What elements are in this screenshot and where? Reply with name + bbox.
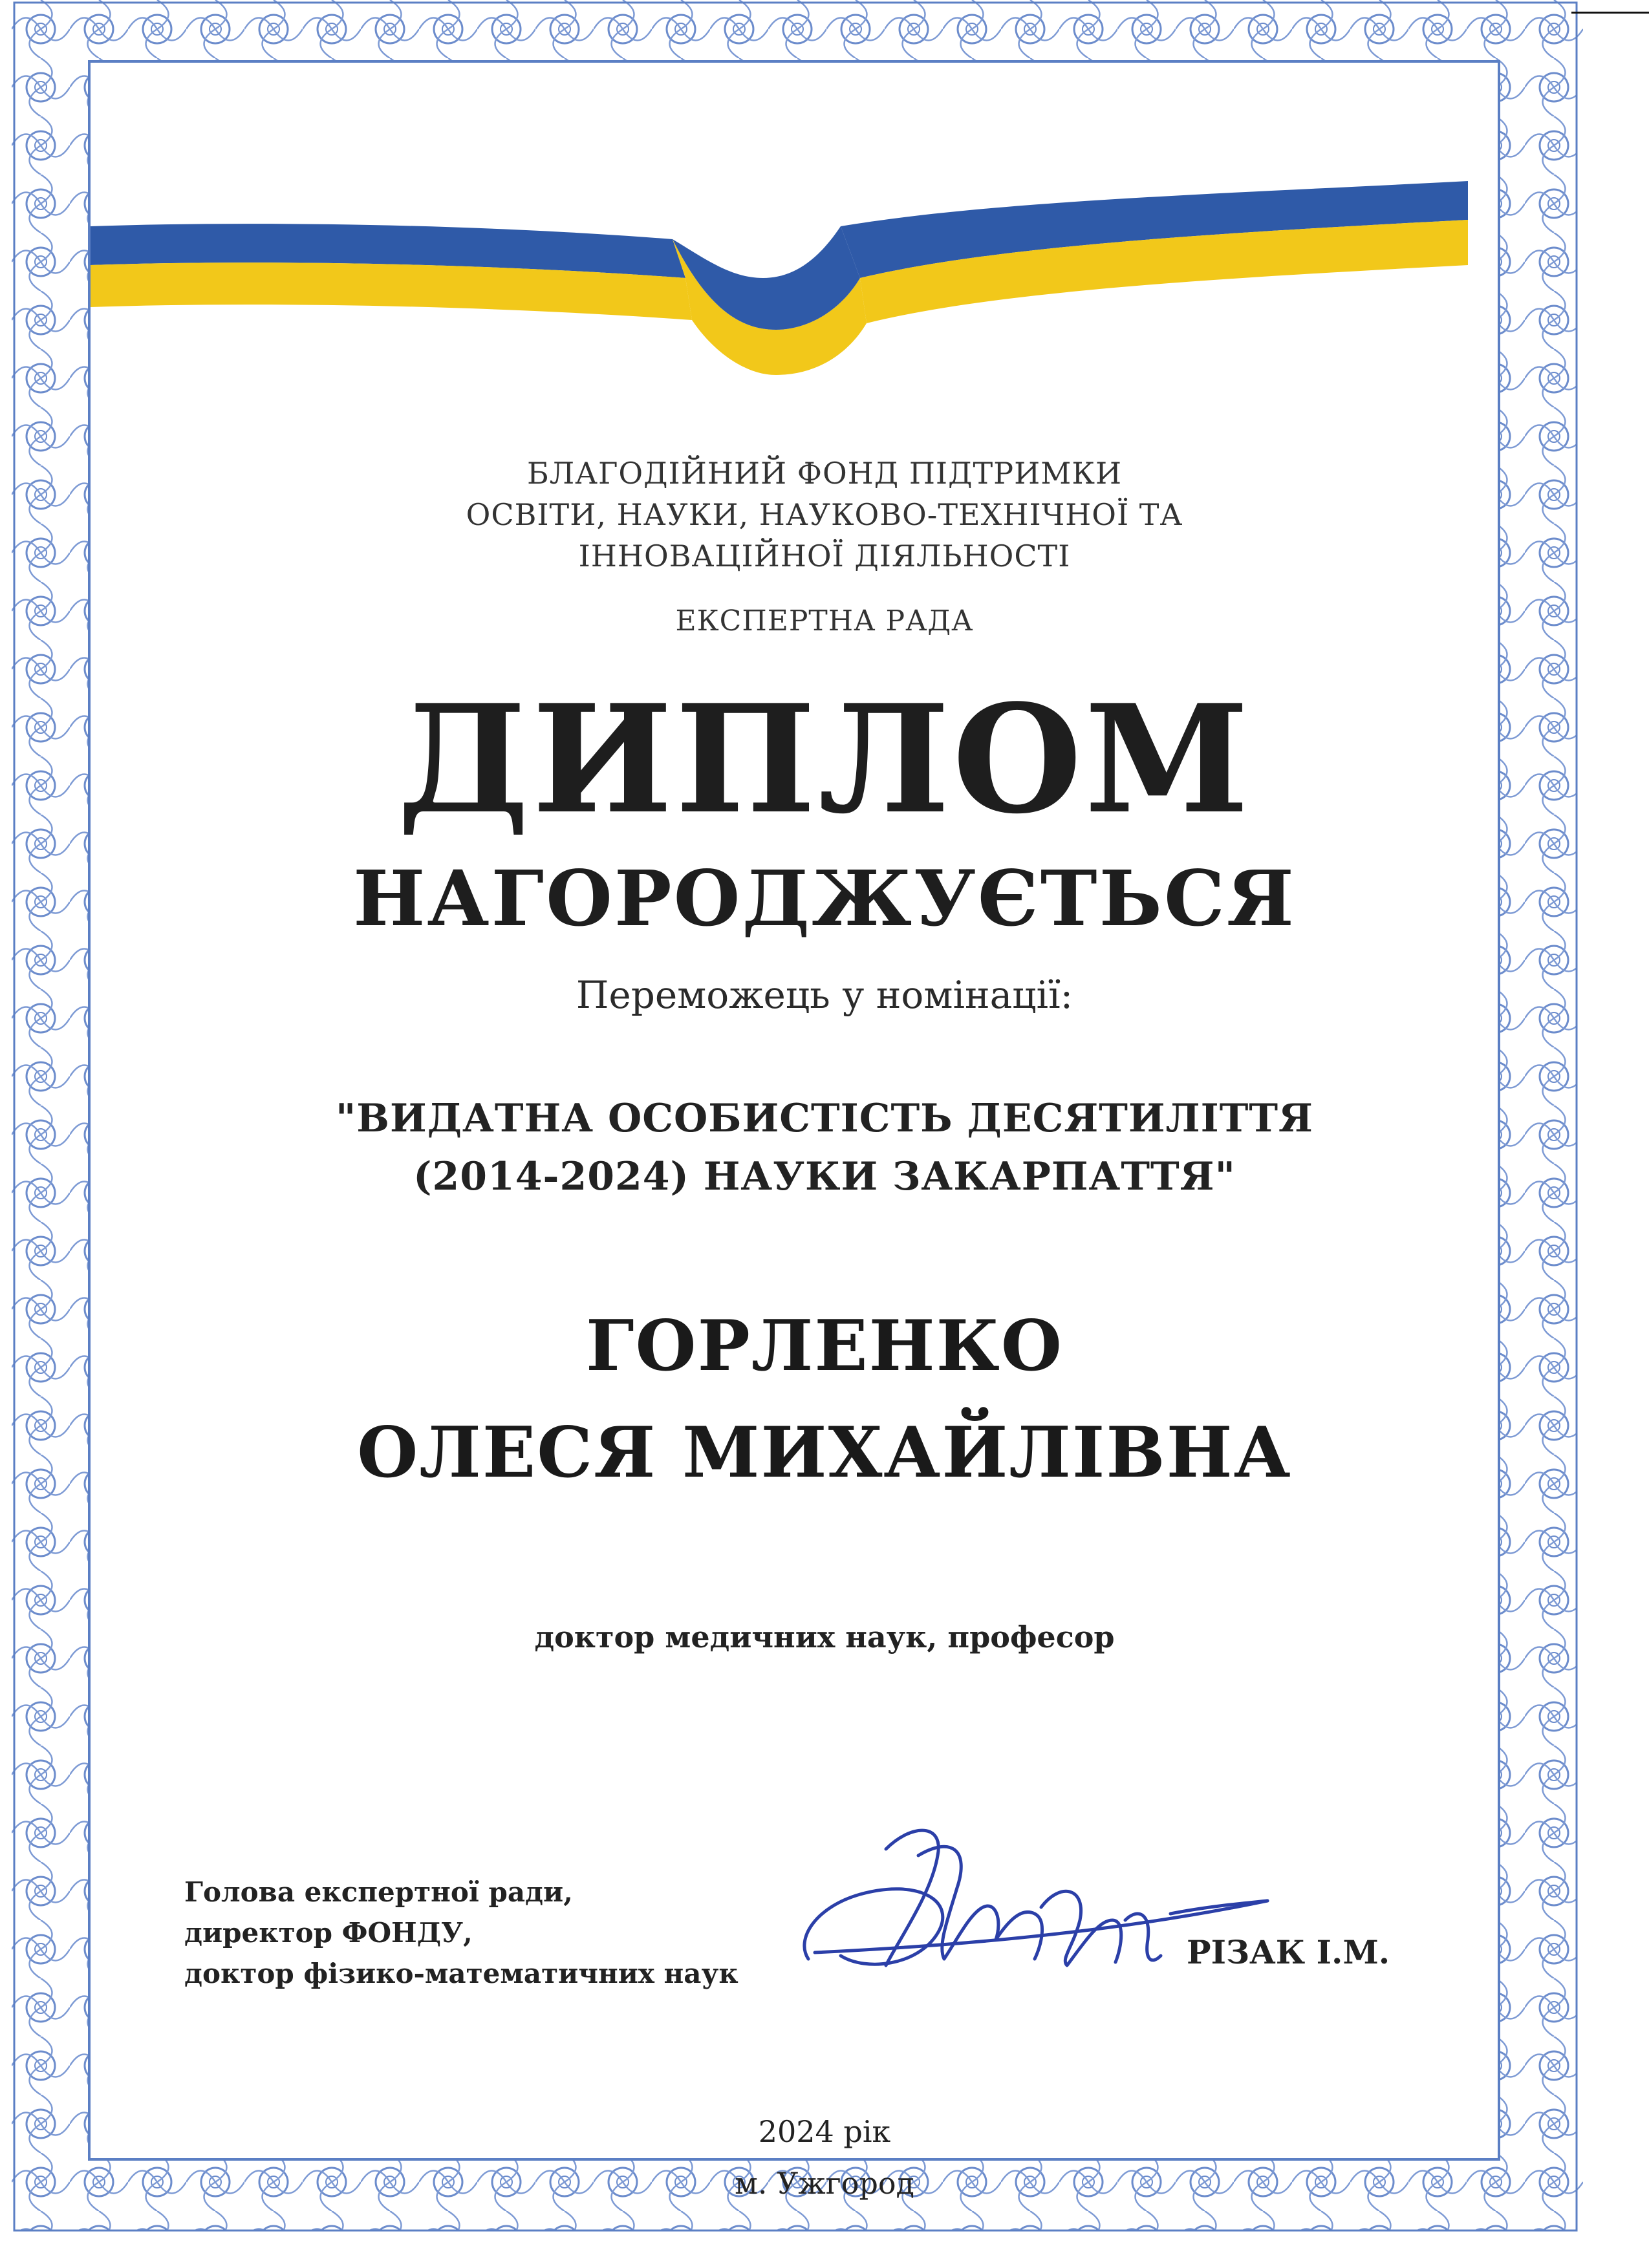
handwritten-signature [789,1810,1280,2004]
signatory-line: Голова експертної ради, [184,1876,573,1908]
recipient-degree: доктор медичних наук, професор [534,1620,1115,1654]
issue-city: м. Ужгород [735,2166,914,2201]
winner-label: Переможець у номінації: [576,973,1073,1017]
foundation-line: ОСВІТИ, НАУКИ, НАУКОВО-ТЕХНІЧНОЇ ТА [466,497,1183,532]
signatory-line: доктор фізико-математичних наук [184,1958,738,1989]
signer-name: РІЗАК І.М. [1187,1933,1390,1971]
recipient-given-names: ОЛЕСЯ МИХАЙЛІВНА [357,1412,1292,1493]
foundation-line: ІННОВАЦІЙНОЇ ДІЯЛЬНОСТІ [578,539,1071,573]
foundation-name [0,453,1649,577]
nomination-line: "ВИДАТНА ОСОБИСТІСТЬ ДЕСЯТИЛІТТЯ [336,1096,1313,1141]
signatory-line: директор ФОНДУ, [184,1917,473,1949]
issue-year: 2024 рік [758,2114,891,2149]
recipient-name [0,1293,1649,1506]
foundation-line: БЛАГОДІЙНИЙ ФОНД ПІДТРИМКИ [526,456,1123,491]
diploma-title: ДИПЛОМ [397,672,1252,847]
recipient-surname: ГОРЛЕНКО [585,1305,1064,1387]
signatory-title [184,1872,738,1994]
scan-edge-line [1571,12,1649,14]
expert-council-label: ЕКСПЕРТНА РАДА [675,604,974,637]
awarded-heading: НАГОРОДЖУЄТЬСЯ [353,853,1296,943]
nomination-line: (2014-2024) НАУКИ ЗАКАРПАТТЯ" [413,1154,1236,1199]
nomination-title [0,1089,1649,1206]
ukrainian-flag-ribbon [91,181,1468,388]
